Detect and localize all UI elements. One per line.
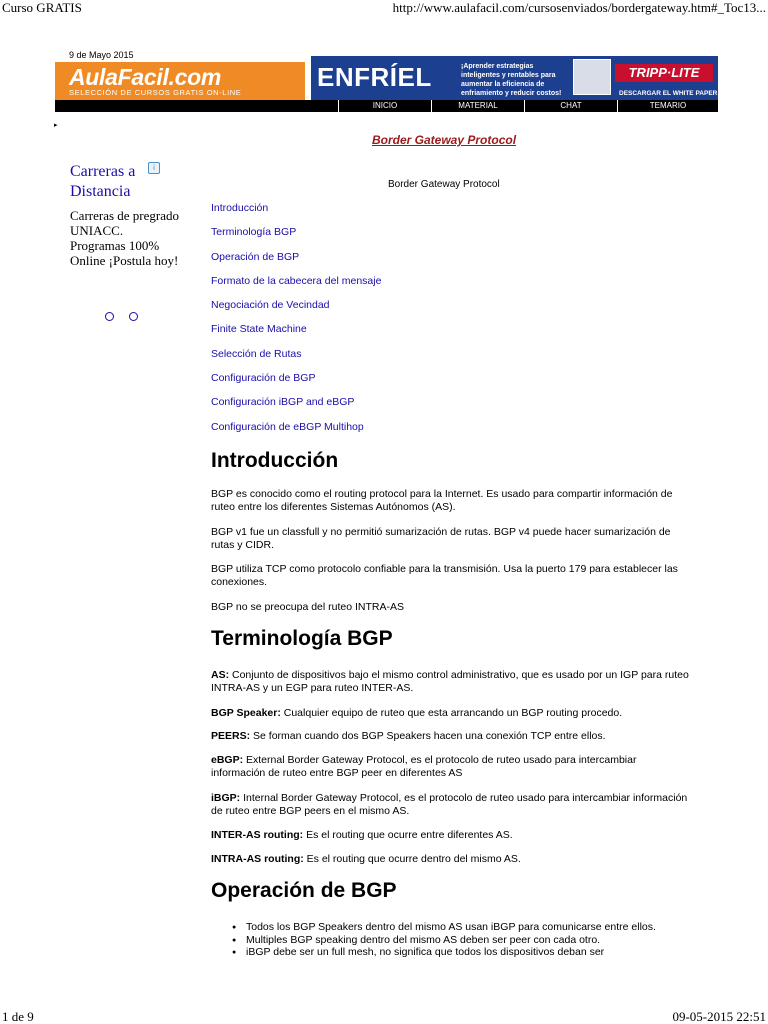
heading-terminologia: Terminología BGP — [211, 627, 393, 650]
definition-term: INTER-AS routing: — [211, 829, 304, 841]
page-title[interactable]: Border Gateway Protocol — [372, 133, 517, 147]
ad-body: Carreras de pregrado UNIACC. Programas 100% Online ¡Postula hoy! — [70, 208, 179, 268]
definition-term: iBGP: — [211, 792, 241, 804]
banner-cta[interactable]: DESCARGAR EL WHITE PAPER — [619, 90, 718, 97]
banner-text: ¡Aprender estrategias inteligentes y rentables para aumentar la eficiencia de enfriamiento y reducir costos! — [461, 63, 562, 97]
advert-banner[interactable] — [311, 56, 718, 100]
site-date: 9 de Mayo 2015 — [69, 50, 134, 60]
definition-term: AS: — [211, 669, 230, 681]
definition-term: INTRA-AS routing: — [211, 853, 304, 865]
info-icon[interactable]: i — [148, 162, 160, 174]
toc-link-operacion[interactable]: Operación de BGP — [211, 250, 300, 263]
logo-text: AulaFacil.com — [69, 64, 222, 90]
heading-introduccion: Introducción — [211, 449, 339, 472]
list-item: ● Multiples BGP speaking dentro del mismo AS deben ser peer con cada otro. — [232, 934, 692, 947]
toc-link-fsm[interactable]: Finite State Machine — [211, 323, 307, 336]
logo-tagline: SELECCIÓN DE CURSOS GRATIS ON-LINE — [69, 88, 242, 97]
table-of-contents — [211, 202, 381, 445]
banner-product-image — [573, 59, 611, 95]
definition-text: Es el routing que ocurre entre diferentes AS. — [303, 829, 513, 841]
definition — [211, 829, 691, 842]
operation-list — [232, 921, 692, 959]
definition-text: Se forman cuando dos BGP Speakers hacen una conexión TCP entre ellos. — [250, 730, 606, 742]
heading-operacion: Operación de BGP — [211, 879, 397, 902]
definition-term: eBGP: — [211, 754, 244, 766]
definition — [211, 730, 691, 743]
definition — [211, 754, 691, 779]
definition — [211, 792, 691, 817]
definition-text: Conjunto de dispositivos bajo el mismo control administrativo, que es usado por un IGP para ruteo INTRA-AS y un EGP para ruteo INTER-AS. — [211, 669, 689, 694]
definition — [211, 669, 691, 694]
nav-item-temario[interactable]: TEMARIO — [617, 100, 718, 112]
carousel-dot-icon[interactable] — [129, 312, 138, 321]
toc-link-terminologia[interactable]: Terminología BGP — [211, 226, 297, 239]
paragraph: BGP no se preocupa del ruteo INTRA-AS — [211, 601, 404, 613]
article-subtitle: Border Gateway Protocol — [388, 179, 500, 190]
nav-item-inicio[interactable]: INICIO — [338, 100, 431, 112]
definition-text: Cualquier equipo de ruteo que esta arrancando un BGP routing procedo. — [280, 707, 623, 719]
paragraph: BGP es conocido como el routing protocol para la Internet. Es usado para compartir información de ruteo entre los diferentes Sistemas Autónomos (AS). — [211, 488, 673, 513]
print-header-url: http://www.aulafacil.com/cursosenviados/bordergateway.htm#_Toc13... — [392, 0, 766, 15]
list-item: ● iBGP debe ser un full mesh, no significa que todos los dispositivos deban ser — [232, 946, 692, 959]
definition-term: BGP Speaker: — [211, 707, 281, 719]
toc-link-introduccion[interactable]: Introducción — [211, 202, 269, 214]
definition-text: Internal Border Gateway Protocol, es el protocolo de ruteo usado para intercambiar información de ruteo entre BGP peers en el mismo AS. — [211, 792, 688, 817]
definition-text: External Border Gateway Protocol, es el protocolo de ruteo usado para intercambiar información de ruteo entre BGP peer en diferentes AS — [211, 754, 637, 779]
toc-link-config-ibgp-ebgp[interactable]: Configuración iBGP and eBGP — [211, 396, 355, 409]
banner-logo: TRIPP·LITE — [615, 64, 713, 82]
definition — [211, 853, 691, 866]
print-footer-page: 1 de 9 — [2, 1009, 34, 1024]
list-item: ● Todos los BGP Speakers dentro del mismo AS usan iBGP para comunicarse entre ellos. — [232, 921, 692, 934]
carousel-dot-icon[interactable] — [105, 312, 114, 321]
print-header-title: Curso GRATIS — [2, 0, 82, 15]
toc-link-config-multihop[interactable]: Configuración de eBGP Multihop — [211, 420, 364, 433]
definition-text: Es el routing que ocurre dentro del mismo AS. — [303, 853, 521, 865]
nav-item-material[interactable]: MATERIAL — [431, 100, 524, 112]
toc-link-formato[interactable]: Formato de la cabecera del mensaje — [211, 274, 382, 287]
sidebar-ad[interactable] — [70, 162, 180, 268]
definition-term: PEERS: — [211, 730, 251, 742]
toc-link-config-bgp[interactable]: Configuración de BGP — [211, 372, 316, 385]
print-footer-datetime: 09-05-2015 22:51 — [672, 1009, 766, 1024]
definition — [211, 707, 691, 720]
toc-link-negociacion[interactable]: Negociación de Vecindad — [211, 299, 330, 312]
ad-title[interactable]: Carreras a Distancia — [70, 163, 136, 200]
nav-bar — [55, 100, 718, 112]
banner-brand: ENFRÍEL — [317, 62, 432, 92]
paragraph: BGP utiliza TCP como protocolo confiable para la transmisión. Usa la puerto 179 para establecer las conexiones. — [211, 563, 678, 588]
paragraph: BGP v1 fue un classfull y no permitió sumarización de rutas. BGP v4 puede hacer sumarización de rutas y CIDR. — [211, 526, 671, 551]
site-logo[interactable] — [55, 62, 305, 100]
nav-item-chat[interactable]: CHAT — [524, 100, 617, 112]
toc-link-seleccion[interactable]: Selección de Rutas — [211, 347, 302, 360]
arrow-icon: ▸ — [54, 122, 58, 129]
